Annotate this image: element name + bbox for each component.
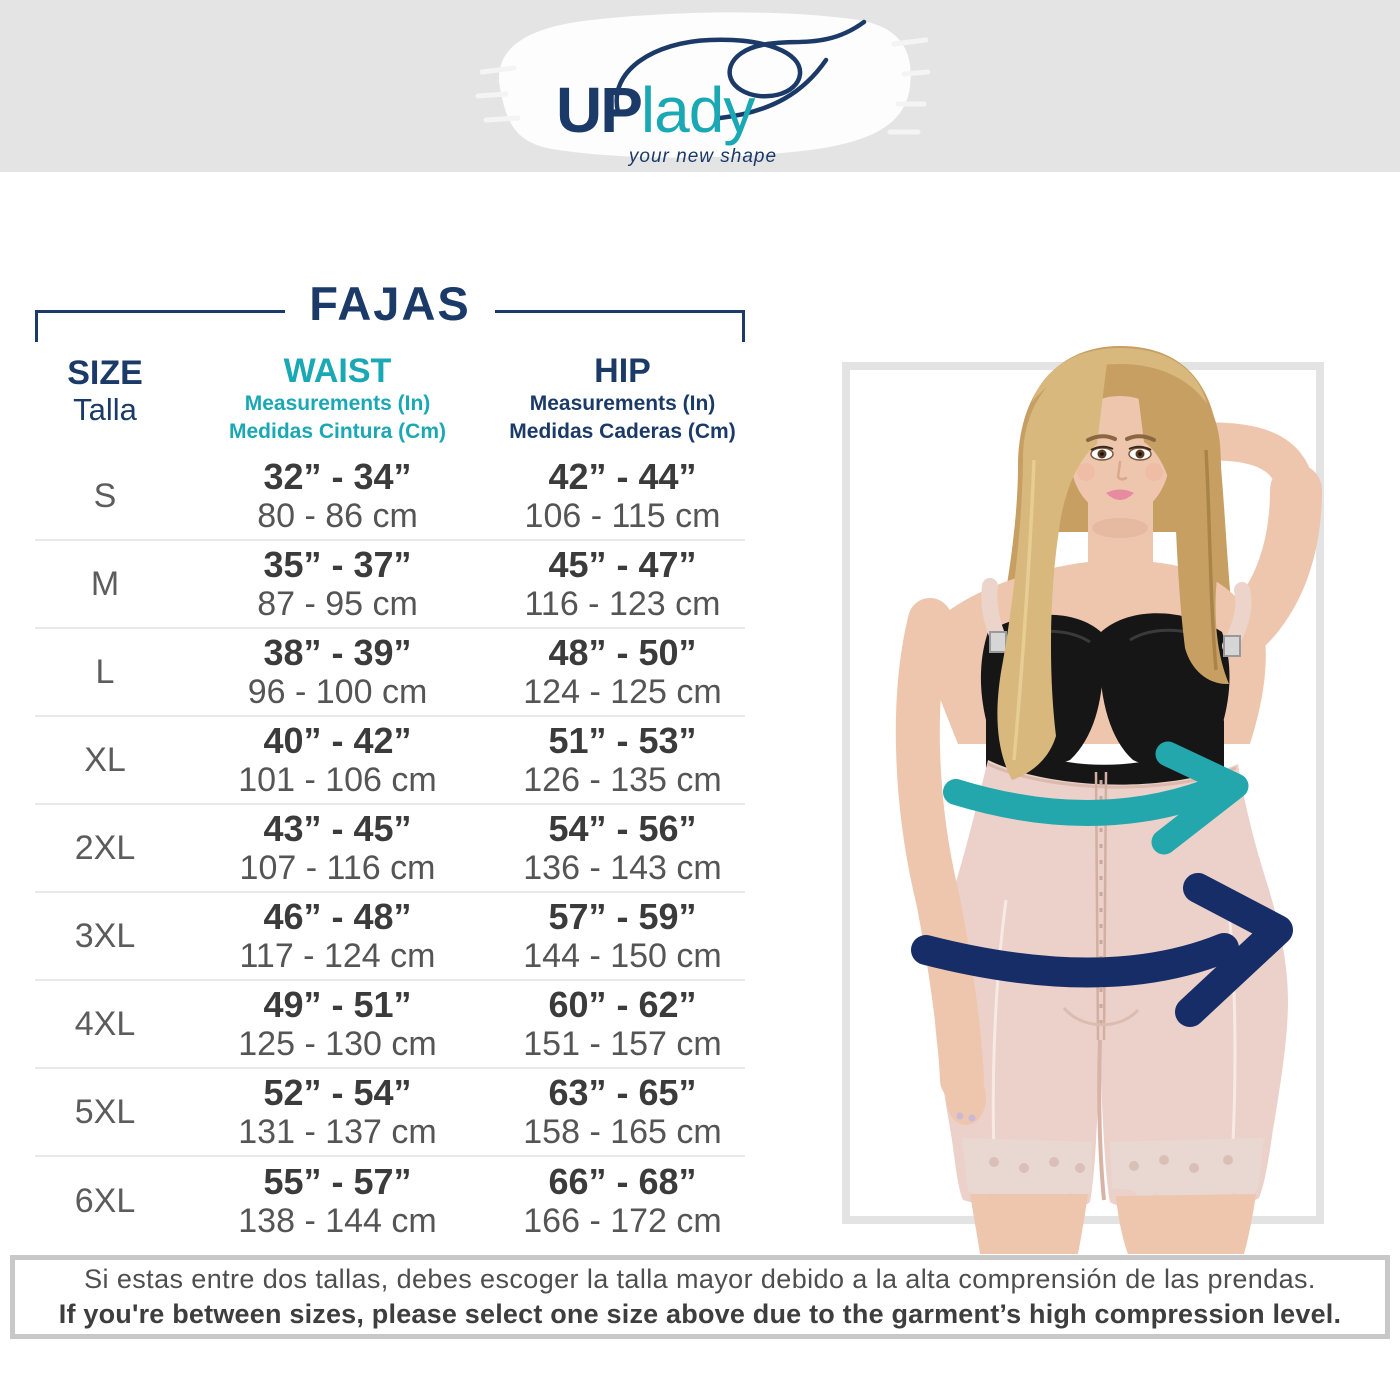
size-header-sublabel: Talla [73, 392, 137, 428]
waist-inches: 40” - 42” [263, 719, 412, 761]
size-label: 5XL [74, 1092, 136, 1131]
hip-cm: 144 - 150 cm [523, 937, 722, 976]
waist-inches: 32” - 34” [263, 455, 412, 497]
disclaimer-box [10, 1255, 1390, 1339]
table-row [35, 717, 745, 805]
hip-header-sub2: Medidas Caderas (Cm) [509, 419, 736, 443]
waist-inches: 43” - 45” [263, 807, 412, 849]
waist-cell [175, 805, 500, 891]
chart-title: FAJAS [309, 276, 471, 330]
table-row [35, 453, 745, 541]
hip-inches: 66” - 68” [548, 1160, 697, 1202]
disclaimer-en: If you're between sizes, please select one size above due to the garment’s high compression level. [58, 1299, 1342, 1329]
model-photo [838, 340, 1328, 1255]
table-row [35, 541, 745, 629]
waist-cm: 101 - 106 cm [238, 761, 437, 800]
hip-header-label: HIP [594, 352, 651, 390]
size-label: 4XL [74, 1004, 136, 1043]
brand-logo [470, 0, 930, 172]
hip-inches: 57” - 59” [548, 895, 697, 937]
waist-cm: 96 - 100 cm [247, 673, 428, 712]
waist-cell [175, 541, 500, 627]
waist-inches: 35” - 37” [263, 543, 412, 585]
hip-cell [500, 541, 745, 627]
brand-up: UP [556, 74, 641, 146]
hip-inches: 54” - 56” [548, 807, 697, 849]
waist-inches: 49” - 51” [263, 983, 412, 1025]
bracket-left [35, 310, 285, 313]
hip-cm: 116 - 123 cm [524, 585, 721, 624]
size-label: XL [84, 740, 126, 779]
hip-cell [500, 893, 745, 979]
brand-name [556, 74, 755, 146]
size-label: M [90, 564, 120, 603]
hip-cm: 151 - 157 cm [523, 1025, 722, 1064]
waist-cell [175, 629, 500, 715]
col-header-hip [500, 353, 745, 449]
hip-header-sub1: Measurements (In) [529, 392, 716, 416]
waist-cm: 107 - 116 cm [239, 849, 436, 888]
waist-cm: 117 - 124 cm [239, 937, 436, 976]
hip-cell [500, 1069, 745, 1155]
size-label: 6XL [74, 1181, 136, 1220]
waist-cell [175, 453, 500, 539]
col-header-size [35, 353, 175, 449]
waist-inches: 38” - 39” [263, 631, 412, 673]
bracket-right [495, 310, 745, 313]
hip-cell [500, 453, 745, 539]
size-header-label: SIZE [67, 354, 143, 392]
size-label: S [93, 476, 117, 515]
waist-cell [175, 1157, 500, 1245]
waist-cell [175, 717, 500, 803]
hip-cm: 136 - 143 cm [523, 849, 722, 888]
waist-cm: 87 - 95 cm [257, 585, 418, 624]
waist-inches: 55” - 57” [263, 1160, 412, 1202]
hip-cm: 158 - 165 cm [523, 1113, 722, 1152]
table-row [35, 1069, 745, 1157]
size-table-body [35, 453, 745, 1245]
hip-inches: 51” - 53” [548, 719, 697, 761]
header-band [0, 0, 1400, 172]
waist-header-label: WAIST [283, 352, 392, 390]
table-header [35, 353, 745, 449]
hip-inches: 45” - 47” [548, 543, 697, 585]
hip-cell [500, 1157, 745, 1245]
chart-title-row [35, 276, 745, 339]
table-row [35, 893, 745, 981]
size-chart [35, 276, 745, 1245]
waist-cm: 125 - 130 cm [238, 1025, 437, 1064]
hip-cm: 166 - 172 cm [523, 1202, 722, 1241]
hip-inches: 42” - 44” [548, 455, 697, 497]
model-illustration [838, 340, 1328, 1255]
hip-cell [500, 981, 745, 1067]
hip-cell [500, 805, 745, 891]
hip-cm: 124 - 125 cm [523, 673, 722, 712]
hip-cell [500, 717, 745, 803]
col-header-waist [175, 353, 500, 449]
disclaimer-es: Si estas entre dos tallas, debes escoger la talla mayor debido a la alta comprensión de las prendas. [84, 1263, 1316, 1294]
waist-inches: 46” - 48” [263, 895, 412, 937]
waist-cell [175, 893, 500, 979]
waist-header-sub1: Measurements (In) [244, 392, 431, 416]
size-label: 2XL [74, 828, 136, 867]
brand-tagline: your new shape [628, 146, 778, 167]
waist-cm: 138 - 144 cm [238, 1202, 437, 1241]
brand-lady: lady [640, 74, 755, 146]
waist-cell [175, 1069, 500, 1155]
size-label: 3XL [74, 916, 136, 955]
hip-inches: 48” - 50” [548, 631, 697, 673]
table-row [35, 629, 745, 717]
table-row [35, 805, 745, 893]
waist-header-sub2: Medidas Cintura (Cm) [228, 419, 446, 443]
waist-cell [175, 981, 500, 1067]
waist-cm: 131 - 137 cm [238, 1113, 437, 1152]
hip-cm: 126 - 135 cm [523, 761, 722, 800]
hip-inches: 63” - 65” [548, 1071, 697, 1113]
hip-cm: 106 - 115 cm [524, 497, 721, 536]
waist-inches: 52” - 54” [263, 1071, 412, 1113]
table-row [35, 981, 745, 1069]
size-label: L [95, 652, 115, 691]
hip-inches: 60” - 62” [548, 983, 697, 1025]
table-row [35, 1157, 745, 1245]
waist-cm: 80 - 86 cm [257, 497, 418, 536]
hip-cell [500, 629, 745, 715]
